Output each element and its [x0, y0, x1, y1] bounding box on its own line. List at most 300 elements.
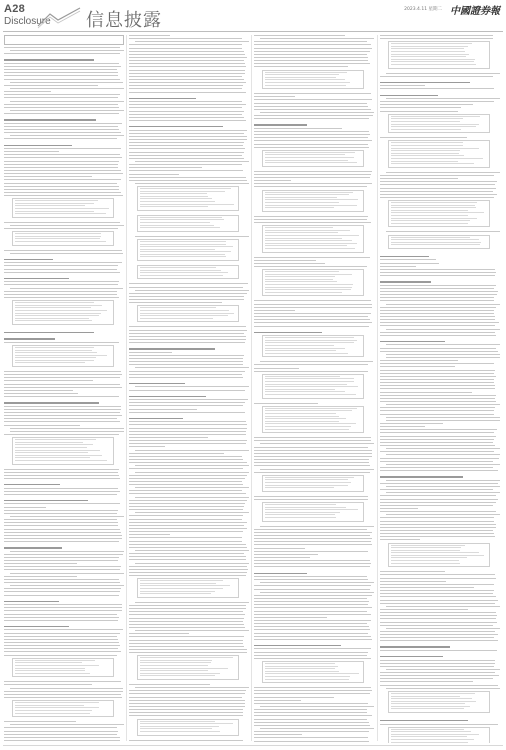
- text-line: [10, 135, 124, 136]
- text-line: [129, 652, 247, 653]
- table-row: [140, 204, 234, 205]
- text-line: [129, 553, 244, 554]
- text-line: [10, 688, 123, 689]
- data-table: [12, 231, 114, 245]
- text-line: [4, 529, 120, 530]
- text-line: [260, 443, 374, 444]
- text-line: [380, 297, 494, 298]
- text-line: [254, 260, 316, 261]
- table-row: [265, 235, 359, 236]
- text-line: [254, 304, 372, 305]
- table-row: [265, 199, 358, 200]
- table-row: [265, 85, 346, 86]
- text-line: [386, 417, 500, 418]
- table-row: [140, 583, 216, 584]
- text-line: [4, 377, 120, 378]
- text-line: [380, 581, 446, 582]
- text-line: [129, 646, 244, 647]
- text-line: [129, 371, 245, 372]
- table-row: [265, 205, 357, 206]
- section-heading-line: [129, 418, 183, 419]
- table-row: [140, 241, 226, 242]
- text-line: [380, 332, 495, 333]
- text-line: [129, 515, 243, 516]
- text-line: [129, 484, 243, 485]
- text-line: [4, 519, 117, 520]
- text-line: [380, 269, 495, 270]
- text-line: [254, 538, 372, 539]
- table-row: [15, 665, 99, 666]
- section-heading-line: [380, 476, 463, 477]
- text-line: [380, 85, 425, 86]
- text-line: [380, 175, 494, 176]
- section-heading-line: [380, 656, 443, 657]
- text-line: [4, 79, 120, 80]
- text-line: [129, 73, 245, 74]
- text-line: [129, 643, 243, 644]
- text-line: [129, 556, 246, 557]
- text-line: [129, 38, 242, 39]
- text-line: [380, 363, 494, 364]
- table-row: [15, 710, 92, 711]
- text-line: [129, 575, 246, 576]
- text-line: [254, 655, 367, 656]
- text-line: [254, 576, 367, 577]
- text-line: [4, 126, 118, 127]
- text-line: [254, 715, 372, 716]
- table-row: [265, 679, 349, 680]
- text-line: [380, 285, 496, 286]
- text-line: [380, 571, 445, 572]
- table-row: [15, 673, 90, 674]
- data-table: [262, 502, 364, 522]
- text-line: [129, 326, 246, 327]
- text-line: [129, 155, 242, 156]
- text-line: [380, 612, 496, 613]
- text-line: [4, 183, 117, 184]
- text-line: [254, 741, 369, 742]
- text-line: [4, 607, 122, 608]
- text-line: [129, 531, 243, 532]
- table-row: [15, 660, 95, 661]
- table-row: [140, 580, 223, 581]
- table-row: [391, 703, 465, 704]
- text-line: [254, 499, 368, 500]
- text-line: [380, 511, 496, 512]
- text-line: [4, 66, 121, 67]
- text-line: [129, 412, 245, 413]
- data-table: [388, 140, 490, 167]
- data-table: [12, 345, 114, 367]
- table-row: [15, 457, 90, 458]
- text-line: [129, 92, 246, 93]
- text-line: [129, 296, 244, 297]
- text-line: [380, 458, 499, 459]
- text-line: [380, 407, 495, 408]
- text-column-4: [380, 35, 500, 743]
- text-line: [380, 495, 496, 496]
- text-line: [254, 307, 372, 308]
- text-line: [380, 587, 474, 588]
- text-line: [129, 54, 245, 55]
- text-line: [129, 636, 244, 637]
- text-line: [380, 578, 496, 579]
- section-heading-line: [4, 338, 55, 339]
- text-column-1: [4, 35, 124, 743]
- section-heading-line: [380, 720, 468, 721]
- table-row: [265, 666, 338, 667]
- text-line: [129, 139, 247, 140]
- table-row: [265, 79, 345, 80]
- text-line: [254, 447, 368, 448]
- text-line: [380, 316, 495, 317]
- text-line: [386, 231, 500, 232]
- text-line: [4, 123, 122, 124]
- text-line: [129, 111, 244, 112]
- table-row: [15, 447, 87, 448]
- text-line: [380, 426, 425, 427]
- text-line: [254, 601, 369, 602]
- text-line: [254, 96, 295, 97]
- text-line: [254, 719, 367, 720]
- text-line: [10, 110, 124, 111]
- table-row: [265, 416, 339, 417]
- text-line: [386, 354, 500, 355]
- text-line: [4, 189, 119, 190]
- text-line: [10, 82, 123, 83]
- text-line: [129, 434, 246, 435]
- text-line: [4, 294, 117, 295]
- data-table: [12, 658, 114, 678]
- table-row: [391, 701, 476, 702]
- text-line: [4, 72, 118, 73]
- text-line: [129, 544, 246, 545]
- text-line: [4, 262, 122, 263]
- table-row: [140, 721, 215, 722]
- text-line: [4, 582, 120, 583]
- text-line: [129, 170, 243, 171]
- table-row: [15, 670, 85, 671]
- text-line: [380, 310, 494, 311]
- text-line: [380, 517, 494, 518]
- text-line: [254, 371, 368, 372]
- text-line: [386, 669, 500, 670]
- table-row: [265, 394, 356, 395]
- text-line: [380, 294, 497, 295]
- text-line: [260, 728, 374, 729]
- table-row: [391, 218, 477, 219]
- text-line: [380, 288, 494, 289]
- data-table: [12, 700, 114, 717]
- text-line: [380, 650, 497, 651]
- table-row: [391, 210, 468, 211]
- text-line: [4, 740, 120, 741]
- section-heading-line: [380, 646, 450, 647]
- table-row: [265, 72, 347, 73]
- table-row: [265, 243, 357, 244]
- data-table: [137, 305, 239, 322]
- text-line: [386, 357, 500, 358]
- text-line: [254, 620, 371, 621]
- text-line: [4, 576, 77, 577]
- table-row: [15, 203, 94, 204]
- table-row: [265, 413, 336, 414]
- text-line: [135, 630, 249, 631]
- text-line: [129, 509, 243, 510]
- text-line: [254, 41, 367, 42]
- text-line: [254, 257, 370, 258]
- text-line: [4, 412, 120, 413]
- text-line: [129, 614, 245, 615]
- text-line: [380, 322, 499, 323]
- text-line: [380, 191, 493, 192]
- text-line: [386, 464, 500, 465]
- table-row: [265, 152, 355, 153]
- text-line: [4, 421, 120, 422]
- text-line: [380, 197, 494, 198]
- text-line: [254, 560, 370, 561]
- table-row: [15, 455, 102, 456]
- table-row: [140, 246, 233, 247]
- text-line: [254, 186, 367, 187]
- table-row: [140, 585, 230, 586]
- text-line: [380, 263, 439, 264]
- table-row: [391, 742, 468, 743]
- table-row: [265, 504, 336, 505]
- text-line: [4, 75, 118, 76]
- text-line: [129, 624, 244, 625]
- table-row: [140, 225, 214, 226]
- section-heading-line: [4, 500, 88, 501]
- data-table: [388, 200, 490, 227]
- table-row: [265, 77, 336, 78]
- table-row: [15, 211, 94, 212]
- text-line: [380, 593, 493, 594]
- text-line: [254, 322, 372, 323]
- text-line: [254, 472, 370, 473]
- table-row: [391, 126, 476, 127]
- table-row: [140, 726, 219, 727]
- text-line: [4, 491, 120, 492]
- text-line: [380, 398, 495, 399]
- text-line: [380, 603, 495, 604]
- text-line: [380, 672, 495, 673]
- text-line: [129, 399, 248, 400]
- text-line: [129, 51, 244, 52]
- text-line: [4, 265, 118, 266]
- text-line: [4, 642, 119, 643]
- text-line: [129, 302, 222, 303]
- section-heading-line: [4, 402, 99, 403]
- table-row: [391, 48, 464, 49]
- text-line: [129, 35, 170, 36]
- text-line: [380, 38, 493, 39]
- text-line: [254, 319, 370, 320]
- text-line: [254, 633, 368, 634]
- table-row: [391, 563, 460, 564]
- text-line: [129, 76, 242, 77]
- text-line: [4, 522, 118, 523]
- text-line: [135, 687, 249, 688]
- text-line: [4, 167, 118, 168]
- text-line: [4, 538, 122, 539]
- table-row: [15, 713, 90, 714]
- table-row: [15, 460, 107, 461]
- text-line: [254, 216, 368, 217]
- text-line: [129, 690, 246, 691]
- text-line: [129, 287, 243, 288]
- text-line: [4, 554, 123, 555]
- text-line: [129, 82, 246, 83]
- data-table: [388, 235, 490, 249]
- text-line: [380, 366, 455, 367]
- text-line: [254, 450, 372, 451]
- text-line: [4, 734, 117, 735]
- table-row: [140, 318, 213, 319]
- text-line: [380, 609, 468, 610]
- text-line: [254, 548, 305, 549]
- table-row: [391, 202, 477, 203]
- text-line: [254, 465, 370, 466]
- text-line: [129, 107, 242, 108]
- text-line: [129, 421, 246, 422]
- text-line: [380, 275, 495, 276]
- table-row: [265, 279, 333, 280]
- table-row: [15, 302, 94, 303]
- text-line: [129, 152, 244, 153]
- text-line: [254, 266, 367, 267]
- text-line: [380, 724, 498, 725]
- text-line: [254, 579, 368, 580]
- text-line: [380, 392, 472, 393]
- text-line: [386, 73, 500, 74]
- table-row: [391, 145, 463, 146]
- text-line: [129, 44, 242, 45]
- text-line: [254, 737, 368, 738]
- table-row: [140, 588, 223, 589]
- text-line: [4, 541, 119, 542]
- table-row: [391, 220, 470, 221]
- text-line: [135, 497, 249, 498]
- text-line: [129, 537, 242, 538]
- data-table: [262, 661, 364, 683]
- text-line: [129, 566, 247, 567]
- text-line: [129, 456, 242, 457]
- text-line: [129, 493, 246, 494]
- text-line: [254, 219, 367, 220]
- text-line: [386, 304, 500, 305]
- table-row: [265, 485, 348, 486]
- text-line: [4, 510, 118, 511]
- table-row: [140, 244, 226, 245]
- table-row: [265, 281, 337, 282]
- text-line: [380, 502, 496, 503]
- text-line: [4, 566, 121, 567]
- text-line: [129, 101, 242, 102]
- text-line: [380, 489, 493, 490]
- column-divider: [377, 35, 378, 741]
- text-line: [254, 566, 370, 567]
- table-row: [391, 121, 460, 122]
- text-line: [380, 681, 473, 682]
- text-line: [380, 483, 498, 484]
- text-line: [129, 104, 246, 105]
- table-row: [140, 315, 228, 316]
- table-row: [265, 292, 342, 293]
- text-line: [4, 633, 120, 634]
- text-line: [254, 437, 371, 438]
- text-line: [129, 627, 245, 628]
- text-line: [129, 283, 248, 284]
- text-line: [254, 63, 370, 64]
- text-line: [4, 53, 120, 54]
- text-line: [4, 472, 118, 473]
- text-line: [254, 144, 368, 145]
- text-line: [254, 709, 367, 710]
- text-line: [4, 69, 117, 70]
- text-line: [129, 525, 244, 526]
- text-line: [4, 250, 122, 251]
- text-line: [4, 148, 121, 149]
- text-line: [380, 685, 498, 686]
- table-row: [265, 245, 347, 246]
- table-row: [265, 348, 345, 349]
- column-divider: [126, 35, 127, 741]
- text-line: [254, 263, 325, 264]
- section-heading-line: [4, 601, 59, 602]
- text-line: [380, 536, 495, 537]
- text-line: [129, 428, 247, 429]
- text-line: [129, 355, 244, 356]
- text-line: [380, 101, 494, 102]
- table-row: [15, 444, 93, 445]
- text-line: [380, 188, 496, 189]
- table-row: [391, 59, 475, 60]
- text-line: [4, 525, 118, 526]
- table-row: [391, 116, 480, 117]
- table-row: [265, 418, 346, 419]
- table-row: [265, 240, 352, 241]
- text-line: [380, 625, 493, 626]
- data-table: [388, 114, 490, 134]
- table-row: [265, 426, 351, 427]
- text-line: [10, 225, 124, 226]
- data-table: [137, 578, 239, 598]
- text-line: [254, 731, 369, 732]
- text-line: [4, 532, 121, 533]
- section-heading-line: [254, 124, 307, 125]
- table-row: [15, 318, 89, 319]
- text-line: [254, 496, 368, 497]
- table-row: [140, 227, 220, 228]
- table-row: [15, 450, 100, 451]
- table-row: [15, 310, 107, 311]
- data-table: [12, 437, 114, 464]
- text-line: [4, 697, 122, 698]
- table-row: [391, 51, 465, 52]
- table-row: [15, 705, 84, 706]
- table-row: [391, 557, 467, 558]
- text-line: [129, 339, 246, 340]
- text-line: [380, 348, 496, 349]
- text-line: [4, 151, 59, 152]
- section-heading-line: [129, 126, 223, 127]
- text-line: [380, 307, 496, 308]
- text-line: [254, 614, 371, 615]
- table-row: [265, 663, 335, 664]
- text-line: [4, 157, 122, 158]
- table-row: [140, 275, 223, 276]
